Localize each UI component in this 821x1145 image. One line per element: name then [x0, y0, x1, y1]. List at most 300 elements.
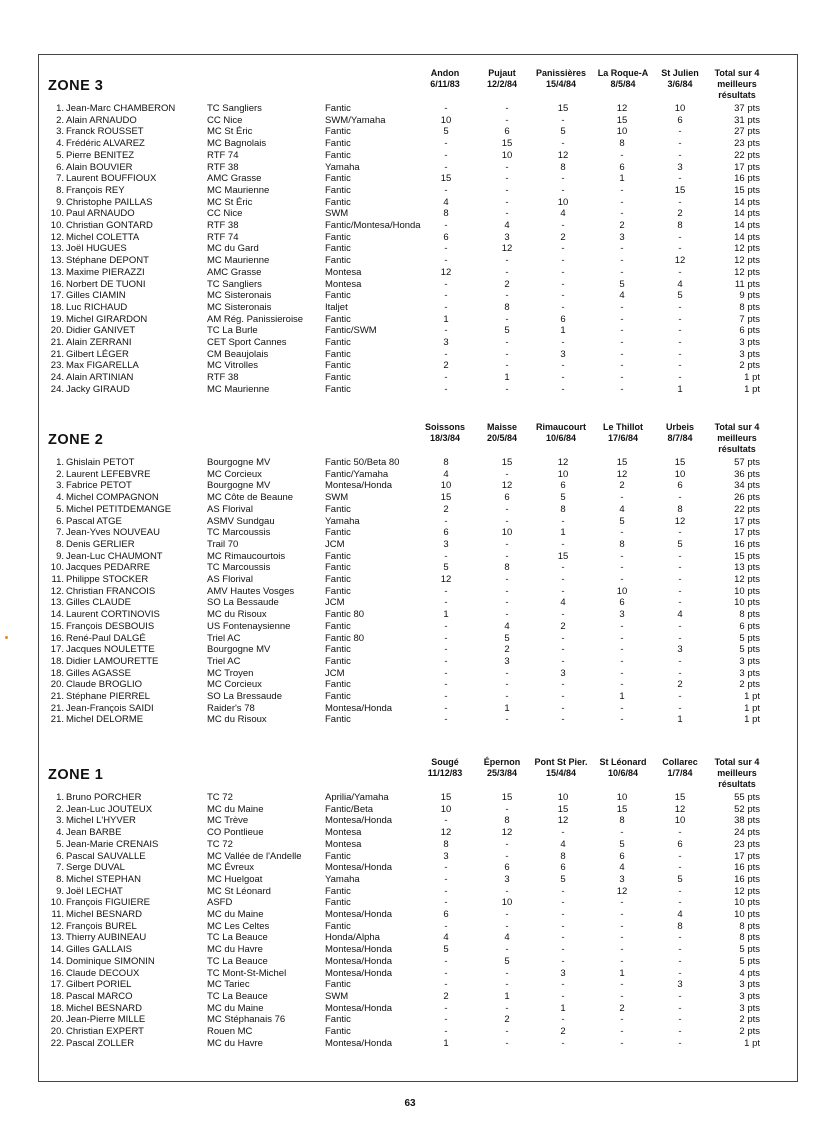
event-score: 15	[674, 792, 686, 803]
rider-club: MC Côte de Beaune	[207, 492, 294, 504]
rider-name: Christian GONTARD	[66, 220, 153, 231]
event-score: 5	[443, 944, 449, 956]
event-place: Le Thillot	[603, 422, 643, 432]
event-score: -	[561, 979, 565, 991]
rider-name: Max FIGARELLA	[66, 360, 139, 372]
rider-rank: 14.	[50, 955, 64, 967]
rider-club: MC Vitrolles	[207, 360, 259, 372]
rider-club: TC La Beauce	[207, 955, 268, 967]
rider-motorcycle: Fantic	[325, 243, 351, 255]
rider-motorcycle: Fantic	[325, 372, 351, 384]
event-score: 5	[619, 838, 625, 850]
event-score: -	[505, 1037, 509, 1049]
rider-rank: 24.	[50, 372, 64, 384]
rider-rank: 5.	[56, 149, 64, 161]
result-row	[0, 703, 821, 715]
event-place: St Léonard	[599, 757, 647, 767]
rider-name: Dominique SIMONIN	[66, 955, 155, 967]
rider-club: MC St Éric	[207, 196, 253, 208]
event-score: -	[678, 196, 682, 208]
rider-club: TC Mont-St-Michel	[207, 967, 287, 979]
total-points: 57 pts	[734, 457, 760, 468]
event-score: -	[678, 138, 682, 150]
event-score: 8	[443, 838, 449, 850]
rider-club: Raider's 78	[207, 702, 255, 714]
event-score: -	[678, 702, 682, 714]
event-score: -	[561, 574, 565, 585]
rider-motorcycle: Montesa/Honda	[325, 862, 393, 874]
result-row	[0, 516, 821, 528]
event-score: 8	[504, 815, 510, 827]
event-score: -	[505, 979, 509, 991]
event-score: 12	[440, 574, 452, 585]
event-score: 2	[443, 360, 449, 372]
event-score: -	[620, 492, 624, 504]
event-score: -	[444, 103, 448, 114]
result-row	[0, 1038, 821, 1050]
total-points: 17 pts	[734, 515, 760, 527]
event-score: 6	[443, 231, 449, 243]
total-header-line: résultats	[718, 90, 756, 100]
event-score: 8	[560, 503, 566, 515]
event-score: 10	[440, 480, 452, 492]
event-place: Rimaucourt	[535, 422, 586, 432]
event-score: -	[505, 838, 509, 850]
rider-club: ASMV Sundgau	[207, 515, 275, 527]
rider-motorcycle: Fantic	[325, 103, 351, 114]
rider-motorcycle: Fantic	[325, 138, 351, 150]
event-score: 4	[560, 838, 566, 850]
rider-motorcycle: Montesa	[325, 266, 362, 278]
total-points: 2 pts	[739, 360, 760, 372]
event-score: -	[678, 897, 682, 909]
event-place: Maisse	[486, 422, 518, 432]
rider-rank: 20.	[50, 1014, 64, 1026]
total-points: 10 pts	[734, 897, 760, 909]
result-row	[0, 220, 821, 232]
event-score: 10	[501, 897, 513, 909]
event-date: 18/3/84	[429, 433, 461, 443]
total-points: 8 pts	[739, 609, 760, 621]
event-score: 10	[616, 126, 628, 138]
event-score: -	[561, 885, 565, 897]
rider-rank: 20.	[50, 325, 64, 337]
event-score: -	[561, 655, 565, 667]
event-score: -	[620, 944, 624, 956]
event-score: -	[620, 313, 624, 325]
rider-rank: 3.	[56, 126, 64, 138]
rider-club: AMC Grasse	[207, 266, 262, 278]
event-place: Sougé	[431, 757, 459, 767]
result-row	[0, 527, 821, 539]
event-score: -	[444, 161, 448, 173]
rider-motorcycle: Montesa/Honda	[325, 1037, 393, 1049]
result-row	[0, 457, 821, 469]
result-row	[0, 679, 821, 691]
event-score: -	[444, 290, 448, 302]
result-row	[0, 792, 821, 804]
total-points: 10 pts	[734, 909, 760, 920]
total-header-line: résultats	[718, 779, 756, 789]
result-row	[0, 480, 821, 492]
event-score: 5	[560, 126, 566, 138]
rider-name: Ghislain PETOT	[66, 457, 135, 468]
event-score: 4	[504, 932, 510, 944]
event-score: 1	[619, 691, 625, 702]
event-score: -	[561, 184, 565, 196]
event-score: 15	[616, 457, 628, 468]
event-score: 10	[616, 792, 628, 803]
event-score: -	[561, 585, 565, 597]
rider-motorcycle: Montesa/Honda	[325, 967, 393, 979]
event-score: -	[620, 337, 624, 348]
rider-club: MC du Maine	[207, 803, 264, 815]
event-score: -	[505, 538, 509, 550]
rider-club: CM Beaujolais	[207, 348, 269, 360]
event-score: 15	[501, 792, 513, 803]
rider-motorcycle: Fantic	[325, 196, 351, 208]
total-points: 24 pts	[734, 827, 760, 839]
result-row	[0, 968, 821, 980]
total-points: 12 pts	[734, 885, 760, 897]
rider-club: Rouen MC	[207, 1026, 253, 1037]
rider-name: Jacky GIRAUD	[66, 383, 130, 395]
rider-rank: 3.	[56, 815, 64, 827]
event-score: -	[678, 932, 682, 944]
result-row	[0, 150, 821, 162]
event-score: 12	[557, 149, 569, 161]
event-score: -	[505, 714, 509, 726]
result-row	[0, 851, 821, 863]
event-score: -	[505, 909, 509, 920]
total-points: 5 pts	[739, 944, 760, 956]
result-row	[0, 138, 821, 150]
event-score: -	[620, 149, 624, 161]
event-score: -	[620, 196, 624, 208]
event-score: -	[505, 266, 509, 278]
event-score: -	[678, 266, 682, 278]
rider-club: RTF 38	[207, 372, 239, 384]
event-score: 3	[677, 161, 683, 173]
event-score: -	[561, 714, 565, 726]
event-score: 1	[619, 967, 625, 979]
result-row	[0, 384, 821, 396]
total-points: 4 pts	[739, 967, 760, 979]
result-row	[0, 103, 821, 115]
event-score: 4	[619, 290, 625, 302]
rider-name: Alain ZERRANI	[66, 337, 132, 348]
rider-motorcycle: Fantic	[325, 383, 351, 395]
event-score: -	[620, 301, 624, 313]
rider-name: Philippe STOCKER	[66, 574, 149, 585]
rider-name: Pierre BENITEZ	[66, 149, 135, 161]
event-score: -	[561, 278, 565, 290]
rider-motorcycle: Fantic	[325, 503, 351, 515]
result-row	[0, 991, 821, 1003]
rider-name: Franck ROUSSET	[66, 126, 144, 138]
event-score: 5	[619, 278, 625, 290]
total-points: 3 pts	[739, 337, 760, 348]
rider-name: Joël LECHAT	[66, 885, 123, 897]
result-row	[0, 668, 821, 680]
event-score: -	[678, 655, 682, 667]
total-points: 12 pts	[734, 255, 760, 267]
event-score: -	[505, 667, 509, 679]
total-points: 17 pts	[734, 850, 760, 862]
event-score: -	[561, 1037, 565, 1049]
event-score: -	[561, 702, 565, 714]
event-score: -	[561, 290, 565, 302]
result-row	[0, 279, 821, 291]
event-score: 6	[619, 597, 625, 609]
rider-rank: 7.	[56, 527, 64, 539]
rider-name: Jean-Marie CRENAIS	[66, 838, 159, 850]
event-score: 10	[674, 103, 686, 114]
result-row	[0, 232, 821, 244]
event-score: 8	[619, 538, 625, 550]
event-score: 3	[443, 850, 449, 862]
event-score: 1	[560, 1002, 566, 1014]
event-score: -	[505, 114, 509, 126]
rider-club: CC Nice	[207, 208, 243, 220]
rider-rank: 13.	[50, 266, 64, 278]
event-score: -	[678, 574, 682, 585]
rider-club: MC Évreux	[207, 862, 254, 874]
rider-name: Maxime PIERAZZI	[66, 266, 145, 278]
rider-club: TC Sangliers	[207, 278, 262, 290]
result-row	[0, 492, 821, 504]
event-score: -	[620, 897, 624, 909]
event-score: -	[505, 1002, 509, 1014]
total-points: 15 pts	[734, 184, 760, 196]
rider-motorcycle: Fantic	[325, 574, 351, 585]
event-score: -	[678, 850, 682, 862]
event-score: 4	[619, 862, 625, 874]
total-points: 2 pts	[739, 1014, 760, 1026]
rider-club: CC Nice	[207, 114, 243, 126]
total-points: 55 pts	[734, 792, 760, 803]
total-points: 5 pts	[739, 632, 760, 644]
event-score: 15	[501, 457, 513, 468]
rider-club: TC Sangliers	[207, 103, 262, 114]
event-score: 1	[504, 702, 510, 714]
event-score: -	[678, 1014, 682, 1026]
rider-rank: 16.	[50, 967, 64, 979]
total-points: 36 pts	[734, 468, 760, 480]
event-score: 8	[677, 503, 683, 515]
event-date: 3/6/84	[667, 79, 693, 89]
total-points: 9 pts	[739, 290, 760, 302]
rider-club: TC 72	[207, 838, 233, 850]
rider-name: Michel COMPAGNON	[66, 492, 159, 504]
event-score: 6	[443, 527, 449, 539]
rider-club: MC St Léonard	[207, 885, 271, 897]
event-place: Collarec	[662, 757, 698, 767]
rider-name: Jean-François SAIDI	[66, 702, 154, 714]
result-row	[0, 302, 821, 314]
event-score: -	[678, 527, 682, 539]
rider-motorcycle: SWM	[325, 208, 349, 220]
event-score: -	[444, 184, 448, 196]
event-score: 1	[443, 313, 449, 325]
event-score: -	[678, 585, 682, 597]
event-score: -	[620, 184, 624, 196]
rider-motorcycle: Montesa	[325, 827, 362, 839]
rider-club: MC Vallée de l'Andelle	[207, 850, 302, 862]
total-points: 3 pts	[739, 979, 760, 991]
event-score: -	[678, 492, 682, 504]
rider-club: SO La Bressaude	[207, 691, 282, 702]
event-score: 5	[504, 955, 510, 967]
event-score: 5	[504, 632, 510, 644]
total-points: 16 pts	[734, 538, 760, 550]
event-score: -	[678, 990, 682, 1002]
rider-rank: 21.	[50, 348, 64, 360]
rider-rank: 21.	[50, 691, 64, 702]
event-score: -	[561, 138, 565, 150]
rider-club: TC La Burle	[207, 325, 258, 337]
event-score: -	[561, 538, 565, 550]
event-score: -	[678, 691, 682, 702]
event-score: 12	[674, 803, 686, 815]
rider-rank: 12.	[50, 920, 64, 932]
result-row	[0, 921, 821, 933]
event-score: 10	[674, 468, 686, 480]
event-score: -	[505, 103, 509, 114]
event-score: -	[505, 679, 509, 691]
event-score: -	[444, 620, 448, 632]
event-score: 5	[677, 873, 683, 885]
rider-name: Frédéric ALVAREZ	[66, 138, 145, 150]
event-score: -	[678, 149, 682, 161]
result-row	[0, 562, 821, 574]
rider-name: Bruno PORCHER	[66, 792, 142, 803]
event-place: St Julien	[661, 68, 699, 78]
event-score: 2	[560, 1026, 566, 1037]
event-score: -	[678, 313, 682, 325]
event-score: 12	[557, 815, 569, 827]
rider-motorcycle: Fantic	[325, 126, 351, 138]
event-score: 15	[616, 114, 628, 126]
event-score: -	[678, 1002, 682, 1014]
event-score: -	[444, 301, 448, 313]
event-score: -	[620, 955, 624, 967]
event-score: -	[620, 383, 624, 395]
total-points: 1 pt	[744, 714, 760, 726]
event-score: 1	[560, 527, 566, 539]
rider-rank: 12.	[50, 231, 64, 243]
rider-name: Michel COLETTA	[66, 231, 140, 243]
rider-club: CET Sport Cannes	[207, 337, 287, 348]
event-score: 12	[616, 468, 628, 480]
event-score: -	[678, 337, 682, 348]
event-score: -	[505, 920, 509, 932]
result-row	[0, 126, 821, 138]
rider-club: MC du Gard	[207, 243, 259, 255]
event-score: -	[561, 301, 565, 313]
rider-club: RTF 74	[207, 231, 239, 243]
rider-name: Michel BESNARD	[66, 1002, 143, 1014]
rider-name: Paul ARNAUDO	[66, 208, 135, 220]
rider-rank: 21.	[50, 714, 64, 726]
event-score: -	[444, 220, 448, 231]
event-score: -	[620, 243, 624, 255]
rider-rank: 22.	[50, 1037, 64, 1049]
rider-name: Alain ARNAUDO	[66, 114, 137, 126]
rider-rank: 16.	[50, 632, 64, 644]
rider-name: Christophe PAILLAS	[66, 196, 153, 208]
event-score: 2	[504, 278, 510, 290]
result-row	[0, 886, 821, 898]
rider-rank: 17.	[50, 979, 64, 991]
total-points: 22 pts	[734, 503, 760, 515]
event-score: -	[678, 562, 682, 574]
rider-club: AS Florival	[207, 503, 253, 515]
print-speck	[5, 636, 8, 639]
event-score: 6	[443, 909, 449, 920]
event-score: -	[561, 383, 565, 395]
rider-motorcycle: Yamaha	[325, 161, 360, 173]
event-score: -	[620, 574, 624, 585]
rider-name: François FIGUIERE	[66, 897, 150, 909]
total-points: 1 pt	[744, 372, 760, 384]
event-score: 5	[443, 562, 449, 574]
rider-motorcycle: Fantic	[325, 979, 351, 991]
event-score: 1	[619, 173, 625, 185]
rider-name: Jean-Marc CHAMBERON	[66, 103, 176, 114]
event-score: 8	[677, 920, 683, 932]
event-score: -	[561, 944, 565, 956]
event-score: -	[505, 161, 509, 173]
rider-rank: 13.	[50, 243, 64, 255]
event-score: -	[678, 126, 682, 138]
event-score: 5	[504, 325, 510, 337]
result-row	[0, 162, 821, 174]
rider-rank: 2.	[56, 803, 64, 815]
event-score: -	[505, 1026, 509, 1037]
event-score: -	[444, 550, 448, 562]
event-score: -	[444, 815, 448, 827]
rider-club: AMC Grasse	[207, 173, 262, 185]
rider-motorcycle: Fantic	[325, 1014, 351, 1026]
event-score: -	[561, 173, 565, 185]
event-score: 6	[677, 114, 683, 126]
event-score: 12	[674, 255, 686, 267]
rider-motorcycle: Montesa/Honda	[325, 702, 393, 714]
event-score: -	[561, 932, 565, 944]
rider-motorcycle: SWM	[325, 990, 349, 1002]
total-points: 3 pts	[739, 1002, 760, 1014]
event-score: 15	[557, 103, 569, 114]
total-points: 14 pts	[734, 208, 760, 220]
event-score: -	[505, 383, 509, 395]
rider-club: MC Trève	[207, 815, 249, 827]
event-score: 2	[677, 679, 683, 691]
rider-rank: 19.	[50, 313, 64, 325]
event-score: -	[505, 574, 509, 585]
result-row	[0, 469, 821, 481]
event-score: -	[444, 897, 448, 909]
rider-motorcycle: Montesa/Honda	[325, 815, 393, 827]
event-score: -	[561, 609, 565, 621]
event-date: 1/7/84	[667, 768, 693, 778]
rider-motorcycle: JCM	[325, 538, 345, 550]
total-points: 8 pts	[739, 920, 760, 932]
event-date: 8/5/84	[610, 79, 636, 89]
event-score: -	[444, 138, 448, 150]
rider-rank: 2.	[56, 468, 64, 480]
rider-club: MC du Maine	[207, 909, 264, 920]
